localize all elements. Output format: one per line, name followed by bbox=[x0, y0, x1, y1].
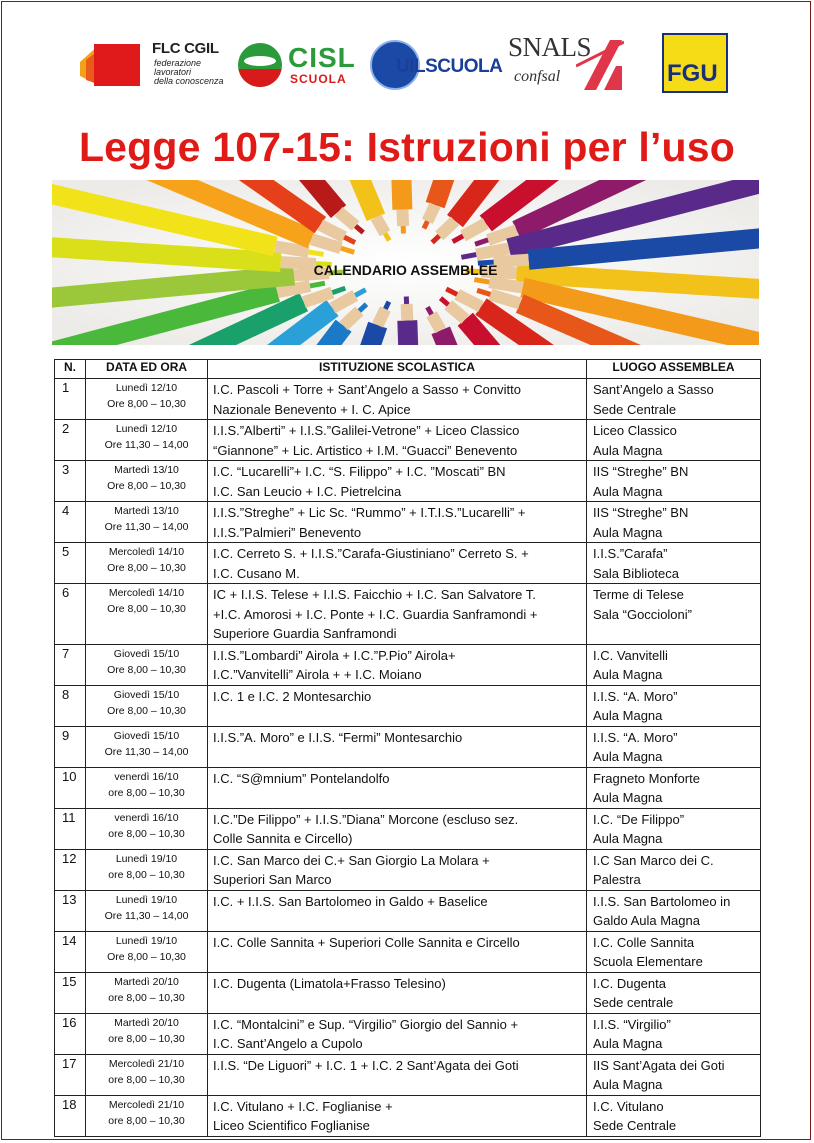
table-row bbox=[55, 420, 761, 461]
row-location bbox=[587, 1054, 761, 1095]
row-location bbox=[587, 420, 761, 461]
row-number: 6 bbox=[55, 584, 86, 645]
institution-line: +I.C. Amorosi + I.C. Ponte + I.C. Guardia Sanframondi + bbox=[213, 606, 538, 622]
uil-name: UILSCUOLA bbox=[396, 56, 503, 77]
institution-line: I.I.S.”Alberti” + I.I.S.”Galilei-Vetrone” + Liceo Classico bbox=[213, 423, 520, 438]
row-time: Ore 11,30 – 14,00 bbox=[104, 909, 189, 922]
institution-line: I.C.”De Filippo” + I.I.S.”Diana” Morcone (escluso sez. bbox=[213, 811, 519, 827]
table-row bbox=[55, 1013, 761, 1054]
location-line: IIS Sant’Agata dei Goti bbox=[593, 1057, 725, 1073]
location-line: Sede Centrale bbox=[593, 401, 677, 417]
location-line: Palestra bbox=[593, 872, 641, 887]
institution-line: I.C. Cerreto S. + I.I.S.”Carafa-Giustiniano” Cerreto S. + bbox=[213, 546, 529, 561]
institution-line: I.I.S.”Lombardi” Airola + I.C.”P.Pio” Airola+ bbox=[213, 647, 456, 663]
row-date: Lunedì 19/10 bbox=[115, 852, 178, 865]
row-number: 10 bbox=[55, 767, 86, 808]
row-date-time bbox=[86, 1054, 208, 1095]
table-row bbox=[55, 1054, 761, 1095]
row-institution bbox=[208, 1013, 587, 1054]
row-institution bbox=[208, 849, 587, 890]
row-time: ore 8,00 – 10,30 bbox=[108, 827, 185, 840]
location-line: IIS “Streghe” BN bbox=[593, 505, 689, 520]
location-line: Sala Biblioteca bbox=[593, 565, 679, 581]
table-row bbox=[55, 890, 761, 931]
row-location bbox=[587, 502, 761, 543]
institution-line: I.C. Vitulano + I.C. Foglianise + bbox=[213, 1098, 393, 1114]
row-time: Ore 8,00 – 10,30 bbox=[107, 950, 186, 963]
institution-line: I.C. 1 e I.C. 2 Montesarchio bbox=[213, 688, 372, 704]
location-line: Aula Magna bbox=[593, 1077, 663, 1092]
row-number: 1 bbox=[55, 379, 86, 420]
row-date: Martedì 13/10 bbox=[114, 464, 179, 476]
pencil-wood bbox=[427, 205, 435, 221]
pencil-wood bbox=[378, 309, 386, 325]
row-date: Martedì 20/10 bbox=[114, 1016, 179, 1029]
table-row bbox=[55, 461, 761, 502]
location-line: Aula Magna bbox=[593, 442, 663, 458]
row-number: 4 bbox=[55, 502, 86, 543]
row-location bbox=[587, 1095, 761, 1136]
location-line: Fragneto Monforte bbox=[593, 770, 700, 786]
row-date: venerdì 16/10 bbox=[114, 770, 179, 783]
location-line: I.I.S. “A. Moro” bbox=[593, 729, 678, 745]
location-line: Aula Magna bbox=[593, 1036, 663, 1051]
row-location bbox=[587, 767, 761, 808]
row-date-time bbox=[86, 502, 208, 543]
row-institution bbox=[208, 931, 587, 972]
table-row bbox=[55, 808, 761, 849]
row-institution bbox=[208, 890, 587, 931]
row-institution bbox=[208, 767, 587, 808]
institution-line: I.C. Sant’Angelo a Cupolo bbox=[213, 1036, 363, 1051]
row-location bbox=[587, 931, 761, 972]
institution-line: Nazionale Benevento + I. C. Apice bbox=[213, 401, 411, 417]
pencil-tip bbox=[424, 221, 428, 228]
fgu-logo bbox=[662, 30, 728, 100]
row-institution bbox=[208, 502, 587, 543]
location-line: I.I.S. “Virgilio” bbox=[593, 1016, 671, 1032]
table-row bbox=[55, 972, 761, 1013]
pencil-wood bbox=[476, 248, 509, 254]
row-location bbox=[587, 543, 761, 584]
row-date-time bbox=[86, 685, 208, 726]
table-row bbox=[55, 685, 761, 726]
institution-line: Liceo Scientifico Foglianise bbox=[213, 1118, 370, 1133]
pencil-tip bbox=[309, 252, 324, 255]
cisl-name: CISL bbox=[288, 42, 356, 73]
location-line: Aula Magna bbox=[593, 483, 663, 499]
row-time: ore 8,00 – 10,30 bbox=[108, 786, 185, 799]
row-number: 9 bbox=[55, 726, 86, 767]
cisl-scuola-logo bbox=[238, 30, 363, 100]
pencil-wood bbox=[489, 282, 522, 288]
row-date-time bbox=[86, 379, 208, 420]
institution-line: “Giannone” + Lic. Artistico + I.M. “Guacci” Benevento bbox=[213, 442, 518, 458]
row-date: Martedì 20/10 bbox=[114, 975, 179, 988]
pencil-wood bbox=[402, 210, 403, 226]
row-time: Ore 8,00 – 10,30 bbox=[107, 398, 186, 410]
institution-line: I.C.”Vanvitelli” Airola + + I.C. Moiano bbox=[213, 667, 422, 682]
institution-line: I.C. San Marco dei C.+ San Giorgio La Molara + bbox=[213, 852, 490, 868]
row-time: Ore 8,00 – 10,30 bbox=[107, 603, 186, 615]
row-time: ore 8,00 – 10,30 bbox=[108, 1032, 185, 1045]
location-line: Galdo Aula Magna bbox=[593, 913, 700, 928]
row-institution bbox=[208, 644, 587, 685]
institution-line: Superiori San Marco bbox=[213, 872, 332, 887]
row-date-time bbox=[86, 1095, 208, 1136]
row-number: 12 bbox=[55, 849, 86, 890]
row-number: 17 bbox=[55, 1054, 86, 1095]
institution-line: I.C. “S@mnium” Pontelandolfo bbox=[213, 770, 390, 786]
pencil-body bbox=[395, 180, 402, 210]
row-number: 8 bbox=[55, 685, 86, 726]
location-line: Sede Centrale bbox=[593, 1118, 677, 1133]
location-line: I.C. Colle Sannita bbox=[593, 934, 695, 950]
logo-bar bbox=[0, 30, 814, 100]
row-institution bbox=[208, 420, 587, 461]
row-date: Mercoledì 21/10 bbox=[108, 1057, 185, 1070]
institution-line: I.I.S. “De Liguori” + I.C. 1 + I.C. 2 Sant’Agata dei Goti bbox=[213, 1057, 519, 1073]
header-number: N. bbox=[55, 360, 86, 379]
table-row bbox=[55, 644, 761, 685]
table-row bbox=[55, 379, 761, 420]
row-date: Lunedì 12/10 bbox=[115, 423, 178, 435]
pencil-tip bbox=[461, 255, 476, 258]
row-institution bbox=[208, 685, 587, 726]
pencil-tip bbox=[385, 302, 389, 309]
institution-line: I.C. “Montalcini” e Sup. “Virgilio” Giorgio del Sannio + bbox=[213, 1016, 519, 1032]
row-date-time bbox=[86, 726, 208, 767]
location-line: I.C San Marco dei C. bbox=[593, 852, 714, 868]
row-institution bbox=[208, 461, 587, 502]
location-line: Aula Magna bbox=[593, 667, 663, 682]
row-time: Ore 11,30 – 14,00 bbox=[104, 439, 189, 451]
row-date: Lunedì 19/10 bbox=[115, 934, 178, 947]
row-location bbox=[587, 972, 761, 1013]
location-line: Sala “Goccioloni” bbox=[593, 606, 692, 622]
pencil-tip bbox=[310, 283, 325, 286]
row-number: 11 bbox=[55, 808, 86, 849]
row-number: 2 bbox=[55, 420, 86, 461]
row-location bbox=[587, 461, 761, 502]
row-date-time bbox=[86, 644, 208, 685]
location-line: Aula Magna bbox=[593, 790, 663, 805]
row-date: Giovedì 15/10 bbox=[113, 647, 180, 660]
location-line: Scuola Elementare bbox=[593, 954, 703, 969]
row-location bbox=[587, 726, 761, 767]
row-institution bbox=[208, 726, 587, 767]
location-line: Aula Magna bbox=[593, 831, 663, 846]
row-date: Martedì 13/10 bbox=[114, 505, 179, 517]
table-row bbox=[55, 767, 761, 808]
row-time: ore 8,00 – 10,30 bbox=[108, 991, 185, 1004]
row-time: Ore 8,00 – 10,30 bbox=[107, 704, 186, 717]
snals-mark-icon bbox=[576, 36, 624, 90]
location-line: Aula Magna bbox=[593, 524, 663, 540]
row-date-time bbox=[86, 931, 208, 972]
table-row bbox=[55, 502, 761, 543]
row-number: 13 bbox=[55, 890, 86, 931]
institution-line: I.C. + I.I.S. San Bartolomeo in Galdo + Baselice bbox=[213, 893, 488, 909]
institution-line: I.C. Cusano M. bbox=[213, 565, 300, 581]
row-institution bbox=[208, 808, 587, 849]
pencils-banner bbox=[52, 180, 759, 345]
location-line: Aula Magna bbox=[593, 708, 663, 723]
institution-line: I.C. Colle Sannita + Superiori Colle Sannita e Circello bbox=[213, 934, 520, 950]
flc-subtitle: federazione lavoratori della conoscenza bbox=[154, 58, 224, 86]
row-date: Mercoledì 21/10 bbox=[108, 1098, 185, 1111]
pencil-wood bbox=[432, 314, 441, 330]
table-row bbox=[55, 1095, 761, 1136]
row-time: Ore 8,00 – 10,30 bbox=[107, 480, 186, 492]
row-institution bbox=[208, 1095, 587, 1136]
row-number: 18 bbox=[55, 1095, 86, 1136]
row-time: ore 8,00 – 10,30 bbox=[108, 1114, 185, 1127]
row-time: Ore 11,30 – 14,00 bbox=[104, 745, 189, 758]
row-date-time bbox=[86, 584, 208, 645]
location-line: Liceo Classico bbox=[593, 423, 677, 438]
location-line: Sant’Angelo a Sasso bbox=[593, 382, 714, 397]
row-date-time bbox=[86, 543, 208, 584]
location-line: Terme di Telese bbox=[593, 587, 684, 602]
row-date-time bbox=[86, 1013, 208, 1054]
row-date: Mercoledì 14/10 bbox=[108, 546, 185, 558]
assemblies-table bbox=[54, 359, 761, 1137]
institution-line: IC + I.I.S. Telese + I.I.S. Faicchio + I.C. San Salvatore T. bbox=[213, 587, 536, 602]
institution-line: I.C. “Lucarelli”+ I.C. “S. Filippo” + I.C. ”Moscati” BN bbox=[213, 464, 506, 479]
header-location: LUOGO ASSEMBLEA bbox=[587, 360, 761, 379]
row-date: Giovedì 15/10 bbox=[113, 688, 180, 701]
row-number: 3 bbox=[55, 461, 86, 502]
row-institution bbox=[208, 379, 587, 420]
row-number: 14 bbox=[55, 931, 86, 972]
table-header-row bbox=[55, 360, 761, 379]
location-line: Sede centrale bbox=[593, 995, 674, 1010]
table-row bbox=[55, 584, 761, 645]
table-row bbox=[55, 543, 761, 584]
location-line: I.I.S.”Carafa” bbox=[593, 546, 668, 561]
page-title: Legge 107-15: Istruzioni per l’uso bbox=[78, 124, 736, 170]
institution-line: I.C. San Leucio + I.C. Pietrelcina bbox=[213, 483, 402, 499]
cisl-circle-icon bbox=[238, 43, 282, 87]
row-date-time bbox=[86, 420, 208, 461]
row-location bbox=[587, 1013, 761, 1054]
institution-line: I.I.S.”Palmieri” Benevento bbox=[213, 524, 362, 540]
pencil-wood bbox=[277, 286, 310, 292]
uil-scuola-logo bbox=[370, 30, 503, 100]
table-row bbox=[55, 726, 761, 767]
institution-line: I.C. Dugenta (Limatola+Frasso Telesino) bbox=[213, 975, 446, 991]
location-line: I.C. Vitulano bbox=[593, 1098, 664, 1114]
snals-subtitle: confsal bbox=[514, 68, 561, 85]
row-date-time bbox=[86, 808, 208, 849]
institution-line: Colle Sannita e Circello) bbox=[213, 831, 353, 846]
row-time: ore 8,00 – 10,30 bbox=[108, 1073, 185, 1086]
row-location bbox=[587, 808, 761, 849]
row-location bbox=[587, 890, 761, 931]
cisl-subtitle: SCUOLA bbox=[290, 72, 347, 86]
row-date-time bbox=[86, 461, 208, 502]
row-date-time bbox=[86, 972, 208, 1013]
location-line: I.C. Vanvitelli bbox=[593, 647, 668, 663]
row-date: Mercoledì 14/10 bbox=[108, 587, 185, 599]
row-number: 5 bbox=[55, 543, 86, 584]
row-time: Ore 11,30 – 14,00 bbox=[104, 521, 189, 533]
row-time: ore 8,00 – 10,30 bbox=[108, 868, 185, 881]
row-institution bbox=[208, 584, 587, 645]
pencil-wood bbox=[275, 246, 308, 252]
institution-line: I.C. Pascoli + Torre + Sant’Angelo a Sasso + Convitto bbox=[213, 382, 521, 397]
location-line: IIS “Streghe” BN bbox=[593, 464, 689, 479]
table-row bbox=[55, 931, 761, 972]
row-location bbox=[587, 379, 761, 420]
banner-caption: CALENDARIO ASSEMBLEE bbox=[313, 262, 498, 278]
location-line: I.C. “De Filippo” bbox=[593, 811, 685, 827]
row-institution bbox=[208, 972, 587, 1013]
location-line: Aula Magna bbox=[593, 749, 663, 764]
snals-confsal-logo bbox=[508, 30, 623, 100]
row-date: Lunedì 12/10 bbox=[115, 382, 178, 394]
row-number: 7 bbox=[55, 644, 86, 685]
header-institution: ISTITUZIONE SCOLASTICA bbox=[208, 360, 587, 379]
location-line: I.I.S. “A. Moro” bbox=[593, 688, 678, 704]
row-date: venerdì 16/10 bbox=[114, 811, 179, 824]
row-location bbox=[587, 584, 761, 645]
table-row bbox=[55, 849, 761, 890]
row-institution bbox=[208, 1054, 587, 1095]
institution-line: I.I.S.”A. Moro” e I.I.S. “Fermi” Montesarchio bbox=[213, 729, 463, 745]
row-date: Giovedì 15/10 bbox=[113, 729, 180, 742]
row-location bbox=[587, 849, 761, 890]
row-time: Ore 8,00 – 10,30 bbox=[107, 562, 186, 574]
location-line: I.C. Dugenta bbox=[593, 975, 666, 991]
flc-cgil-logo bbox=[78, 30, 228, 100]
flc-mark-icon bbox=[78, 42, 142, 88]
row-date: Lunedì 19/10 bbox=[115, 893, 178, 906]
row-date-time bbox=[86, 849, 208, 890]
flc-name: FLC CGIL bbox=[152, 40, 219, 57]
pencil-wood bbox=[407, 304, 408, 320]
pencil-body bbox=[407, 320, 414, 345]
row-institution bbox=[208, 543, 587, 584]
row-number: 16 bbox=[55, 1013, 86, 1054]
fgu-name: FGU bbox=[667, 60, 718, 87]
snals-name: SNALS bbox=[508, 32, 592, 62]
header-date-time: DATA ED ORA bbox=[86, 360, 208, 379]
row-location bbox=[587, 644, 761, 685]
institution-line: I.I.S.”Streghe” + Lic Sc. “Rummo” + I.T.I.S.”Lucarelli” + bbox=[213, 505, 526, 520]
row-location bbox=[587, 685, 761, 726]
pencil-wood bbox=[376, 217, 385, 233]
row-date-time bbox=[86, 890, 208, 931]
pencil-tip bbox=[474, 280, 489, 283]
location-line: I.I.S. San Bartolomeo in bbox=[593, 893, 731, 909]
row-date-time bbox=[86, 767, 208, 808]
row-time: Ore 8,00 – 10,30 bbox=[107, 663, 186, 676]
institution-line: Superiore Guardia Sanframondi bbox=[213, 626, 397, 641]
row-number: 15 bbox=[55, 972, 86, 1013]
